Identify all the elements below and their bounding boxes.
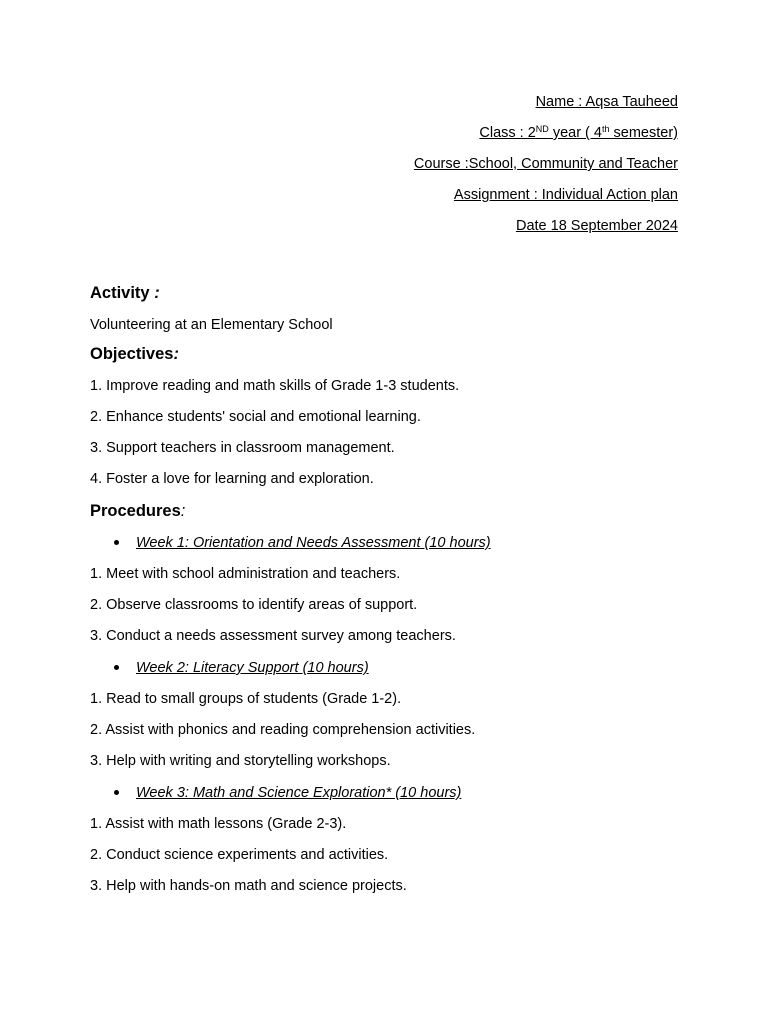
objective-item: 1. Improve reading and math skills of Grade 1-3 students. (90, 378, 460, 394)
objectives-heading: Objectives: (90, 345, 179, 363)
procedure-item: 3. Help with hands-on math and science projects. (90, 878, 407, 894)
course-line (414, 154, 678, 185)
objective-item: 4. Foster a love for learning and exploration. (90, 471, 374, 487)
class-superscript-nd: ND (535, 124, 549, 134)
week-3-title: Week 3: Math and Science Exploration* (10 hours) (90, 782, 690, 813)
procedure-item: 1. Assist with math lessons (Grade 2-3). (90, 816, 347, 832)
name-line (414, 92, 678, 123)
procedure-item: 2. Assist with phonics and reading comprehension activities. (90, 722, 476, 738)
bullet-icon (114, 665, 119, 670)
document-body (90, 280, 690, 906)
procedure-item: 2. Conduct science experiments and activities. (90, 847, 389, 863)
procedure-item: 3. Help with writing and storytelling workshops. (90, 753, 391, 769)
objective-item: 2. Enhance students' social and emotional learning. (90, 409, 421, 425)
procedure-item: 1. Meet with school administration and teachers. (90, 566, 401, 582)
bullet-icon (114, 790, 119, 795)
header-block (414, 92, 678, 247)
course-text: Course :School, Community and Teacher (413, 156, 678, 172)
procedure-item: 3. Conduct a needs assessment survey among teachers. (90, 628, 456, 644)
week-2-title: Week 2: Literacy Support (10 hours) (90, 657, 690, 688)
class-text: Class : 2ND year ( 4th semester) (479, 124, 678, 141)
assignment-line (414, 185, 678, 216)
date-line (414, 216, 678, 247)
class-line (414, 123, 678, 154)
procedure-item: 2. Observe classrooms to identify areas of support. (90, 597, 418, 613)
date-text: Date 18 September 2024 (515, 218, 678, 234)
objective-item: 3. Support teachers in classroom management. (90, 440, 395, 456)
procedure-item: 1. Read to small groups of students (Grade 1-2). (90, 691, 402, 707)
class-superscript-th: th (601, 124, 610, 134)
week-1-title: Week 1: Orientation and Needs Assessment (10 hours) (90, 532, 690, 563)
assignment-text: Assignment : Individual Action plan (453, 187, 678, 203)
procedures-heading: Procedures: (90, 502, 186, 520)
activity-heading: Activity : (90, 284, 160, 302)
name-text: Name : Aqsa Tauheed (535, 94, 678, 110)
activity-text: Volunteering at an Elementary School (90, 317, 333, 333)
bullet-icon (114, 540, 119, 545)
